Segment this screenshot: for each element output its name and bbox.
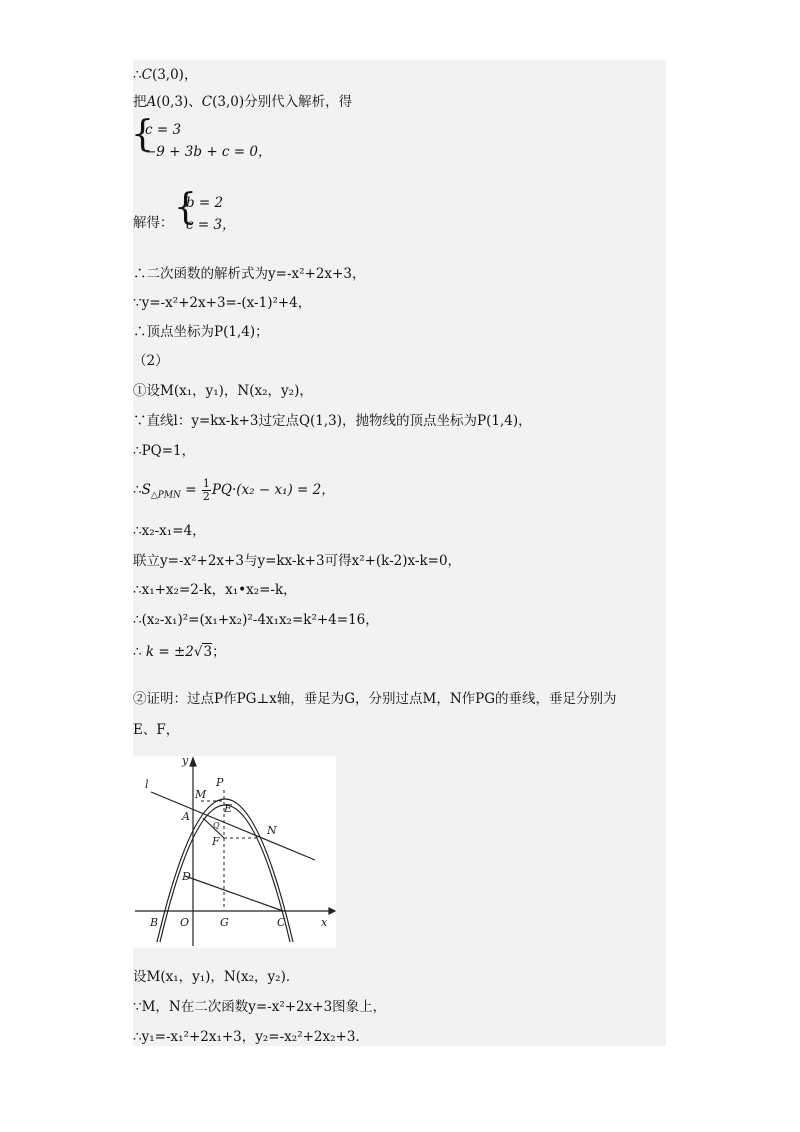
y-axis-arrow-icon [190, 758, 196, 766]
parabola-figure [133, 756, 336, 948]
part-2-label: （2） [133, 353, 169, 369]
line-combine: 联立y=-x²+2x+3与y=kx-k+3可得x²+(k-2)x-k=0， [133, 553, 462, 569]
line-set-mn-2: 设M(x₁，y₁)，N(x₂，y₂)． [133, 969, 300, 985]
system1-eq2: −9 + 3b + c = 0， [145, 144, 272, 160]
system-brace-1: { [131, 114, 154, 155]
line-l [151, 792, 315, 860]
label-o: O [180, 916, 190, 929]
x-axis-arrow-icon [329, 908, 335, 914]
label-p: P [216, 776, 224, 789]
label-f: F [212, 835, 220, 848]
solve-label: 解得： [133, 215, 174, 231]
line-area-formula: $\therefore S_{\triangle PMN}$ = $\frac{1}{2}$ PQ·(x₂ − x₁) = 2， [133, 477, 335, 503]
line-vieta: ∴x₁+x₂=2-k，x₁•x₂=-k， [133, 582, 297, 598]
line-set-mn: ①设M(x₁，y₁)，N(x₂，y₂)， [133, 383, 313, 399]
system1-eq1: c = 3 [145, 122, 182, 138]
fraction-half: $\frac{1}{2}$ [202, 477, 210, 503]
line-square: ∴(x₂-x₁)²=(x₁+x₂)²-4x₁x₂=k²+4=16， [133, 612, 379, 628]
line-diff: ∴x₂-x₁=4， [133, 523, 206, 539]
line-vertex-form: ∵y=-x²+2x+3=-(x-1)²+4， [133, 295, 312, 311]
line-k-value: ∴ k = ±2√3； [133, 644, 226, 660]
line-substitute: 把A(0,3)、C(3,0)分别代入解析，得 [133, 94, 353, 110]
line-vertex: ∴顶点坐标为P(1,4)； [133, 324, 269, 340]
line-y-values: ∴y₁=-x₁²+2x₁+3，y₂=-x₂²+2x₂+3． [133, 1029, 369, 1045]
line-on-graph: ∵M，N在二次函数y=-x²+2x+3图象上， [133, 999, 387, 1015]
label-a: A [182, 810, 190, 823]
label-n: N [267, 824, 277, 837]
line-e-f: E、F， [133, 722, 180, 738]
system2-eq1: b = 2 [186, 195, 224, 211]
system2-eq2: c = 3， [186, 217, 236, 233]
line-c-point: ∴C(3,0)， [133, 67, 198, 83]
label-d: D [182, 870, 191, 883]
line-proof-intro: ②证明：过点P作PG⊥x轴，垂足为G，分别过点M，N作PG的垂线，垂足分别为 [133, 691, 617, 707]
label-c: C [277, 916, 286, 929]
label-l: l [145, 778, 149, 791]
line-fixed-point: ∵直线l：y=kx-k+3过定点Q(1,3)，抛物线的顶点坐标为P(1,4)， [133, 413, 532, 429]
segment-dc [185, 876, 283, 911]
label-q: Q [213, 821, 220, 830]
label-b: B [150, 916, 159, 929]
label-y: y [182, 756, 189, 767]
line-analytic: ∴二次函数的解析式为y=-x²+2x+3， [133, 266, 366, 282]
sqrt-sign: √ [193, 644, 203, 660]
parabola-svg [133, 756, 336, 948]
line-pq: ∴PQ=1， [133, 443, 196, 459]
label-g: G [220, 916, 229, 929]
label-e: E [224, 802, 233, 815]
label-x: x [321, 916, 328, 929]
system-brace-2: { [174, 187, 197, 228]
label-m: M [195, 788, 207, 801]
